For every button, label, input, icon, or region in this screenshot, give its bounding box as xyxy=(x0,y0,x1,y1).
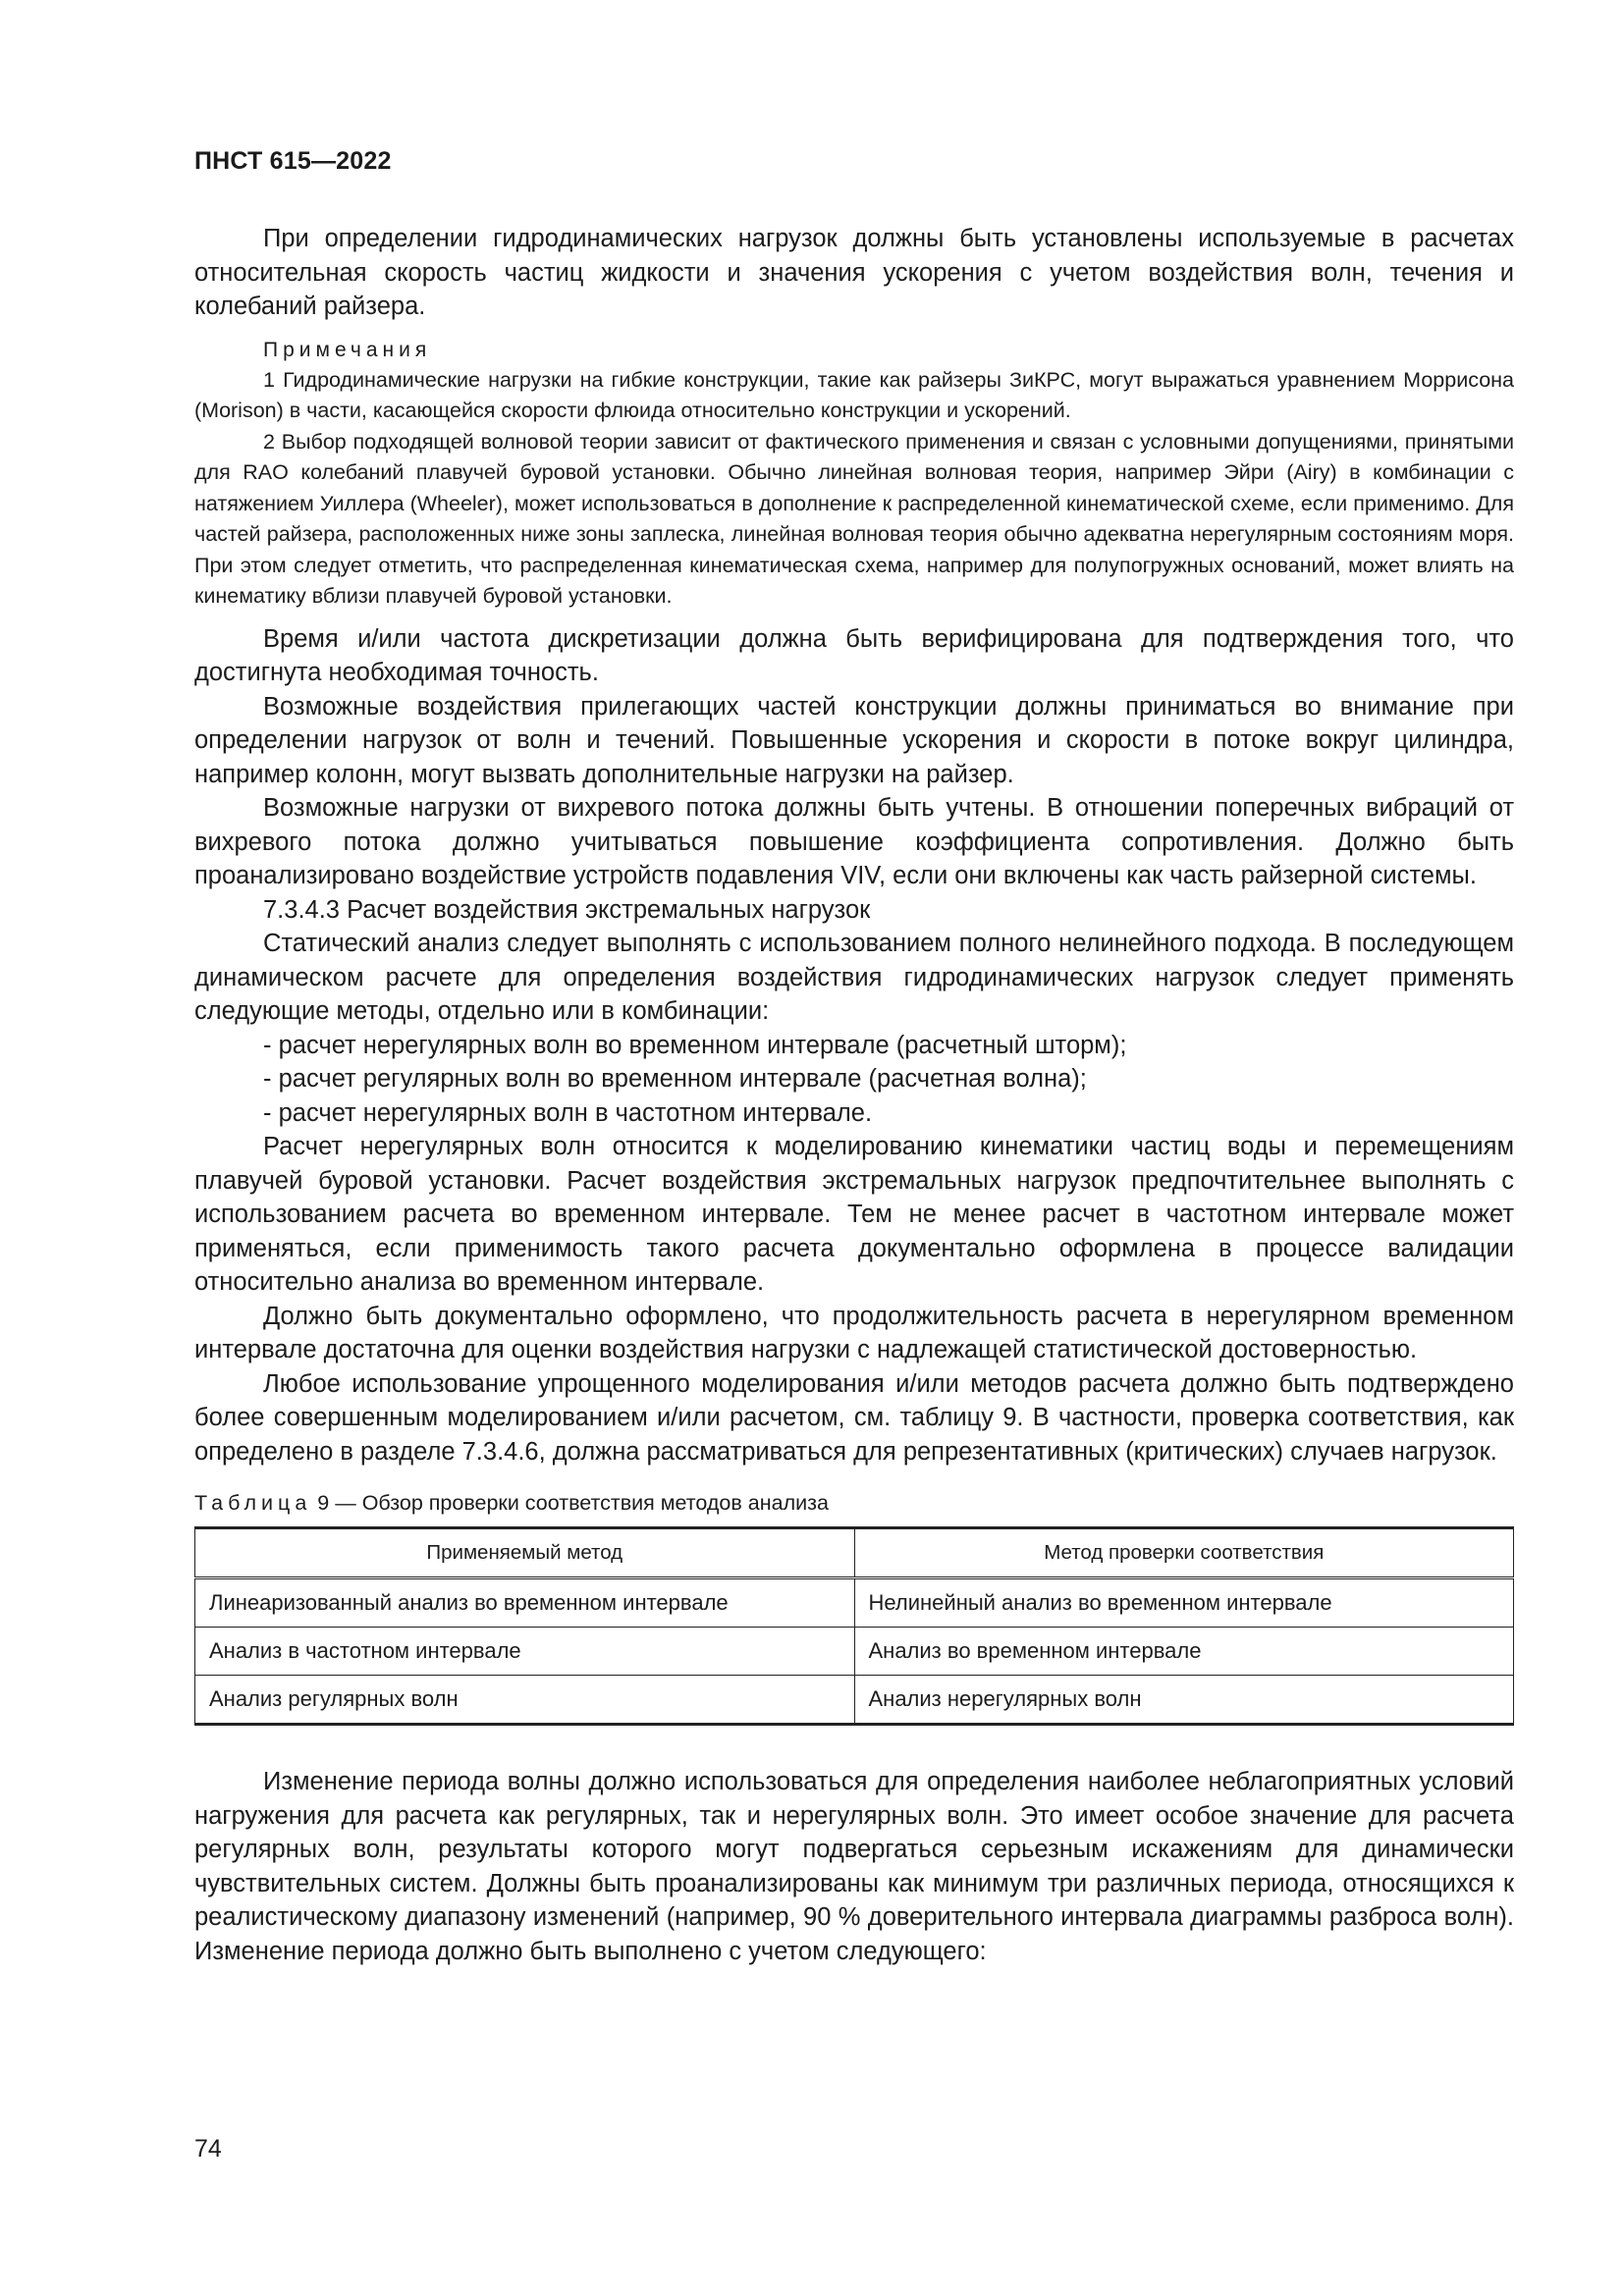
methods-table xyxy=(194,1526,1514,1726)
page-number: 74 xyxy=(194,2135,222,2163)
table-cell: Анализ регулярных волн xyxy=(195,1676,855,1725)
table-header-cell: Метод проверки соответствия xyxy=(854,1528,1514,1578)
table-header-row xyxy=(195,1528,1514,1578)
table-cell: Анализ нерегулярных волн xyxy=(854,1676,1514,1725)
table-header-cell: Применяемый метод xyxy=(195,1528,855,1578)
table-caption-text: 9 — Обзор проверки соответствия методов анализа xyxy=(317,1491,829,1515)
table-caption-label: Таблица xyxy=(194,1491,312,1515)
notes-title: Примечания xyxy=(263,338,432,361)
table-row xyxy=(195,1628,1514,1676)
note-item: 1 Гидродинамические нагрузки на гибкие конструкции, такие как райзеры ЗиКРС, могут выражаться уравнением Моррисона (Morison) в части, касающейся скорости флюида относительно конструкции и ускорений. xyxy=(194,367,1514,422)
paragraph: Возможные воздействия прилегающих частей конструкции должны приниматься во внимание при определении нагрузок от волн и течений. Повышенные ускорения и скорости в потоке вокруг цилиндра, например колонн, могут вызвать дополнительные нагрузки на райзер. xyxy=(194,692,1514,788)
table-cell: Линеаризованный анализ во временном интервале xyxy=(195,1578,855,1628)
list-item: - расчет нерегулярных волн во временном интервале (расчетный шторм); xyxy=(263,1031,1127,1059)
paragraph: Возможные нагрузки от вихревого потока должны быть учтены. В отношении поперечных вибраций от вихревого потока должно учитываться повышение коэффициента сопротивления. Должно быть проанализировано воздействие устройств подавления VIV, если они включены как часть райзерной системы. xyxy=(194,794,1514,889)
table-row xyxy=(195,1578,1514,1628)
list-item: - расчет регулярных волн во временном интервале (расчетная волна); xyxy=(263,1065,1087,1093)
paragraph: Расчет нерегулярных волн относится к моделированию кинематики частиц воды и перемещениям плавучей буровой установки. Расчет воздействия экстремальных нагрузок предпочтительнее выполнять с использованием расчета во временном интервале. Тем не менее расчет в частотном интервале может применяться, если применимость такого расчета документально оформлена в процессе валидации относительно анализа во временном интервале. xyxy=(194,1133,1514,1296)
list-item: - расчет нерегулярных волн в частотном интервале. xyxy=(263,1098,873,1127)
paragraph: При определении гидродинамических нагрузок должны быть установлены используемые в расчетах относительная скорость частиц жидкости и значения ускорения с учетом воздействия волн, течения и колебаний райзера. xyxy=(194,225,1514,320)
table-row xyxy=(195,1676,1514,1725)
paragraph: Изменение периода волны должно использоваться для определения наиболее неблагоприятных условий нагружения для расчета как регулярных, так и нерегулярных волн. Это имеет особое значение для расчета регулярных волн, результаты которого могут подвергаться серьезным искажениям для динамически чувствительных систем. Должны быть проанализированы как минимум три различных периода, относящихся к реалистическому диапазону изменений (например, 90 % доверительного интервала диаграммы разброса волн). Изменение периода должно быть выполнено с учетом следующего: xyxy=(194,1768,1514,1965)
document-header: ПНСТ 615—2022 xyxy=(194,147,392,175)
table-cell: Анализ в частотном интервале xyxy=(195,1628,855,1676)
table-cell: Нелинейный анализ во временном интервале xyxy=(854,1578,1514,1628)
table-caption xyxy=(194,1488,1514,1518)
table-cell: Анализ во временном интервале xyxy=(854,1628,1514,1676)
paragraph: Статический анализ следует выполнять с использованием полного нелинейного подхода. В последующем динамическом расчете для определения воздействия гидродинамических нагрузок следует применять следующие методы, отдельно или в комбинации: xyxy=(194,930,1514,1025)
notes-block xyxy=(194,336,1514,613)
note-item: 2 Выбор подходящей волновой теории зависит от фактического применения и связан с условными допущениями, принятыми для RAO колебаний плавучей буровой установки. Обычно линейная волновая теория, например Эйри (Airy) в комбинации с натяжением Уиллера (Wheeler), может использоваться в дополнение к распределенной кинематической схеме, если применимо. Для частей райзера, расположенных ниже зоны заплеска, линейная волновая теория обычно адекватна нерегулярным состояниям моря. При этом следует отметить, что распределенная кинематическая схема, например для полупогружных оснований, может влиять на кинематику вблизи плавучей буровой установки. xyxy=(194,429,1514,608)
paragraph: Время и/или частота дискретизации должна быть верифицирована для подтверждения того, что достигнута необходимая точность. xyxy=(194,624,1514,686)
document-body xyxy=(194,222,1514,1968)
section-heading: 7.3.4.3 Расчет воздействия экстремальных нагрузок xyxy=(263,895,871,924)
paragraph: Любое использование упрощенного моделирования и/или методов расчета должно быть подтверждено более совершенным моделированием и/или расчетом, см. таблицу 9. В частности, проверка соответствия, как определено в разделе 7.3.4.6, должна рассматриваться для репрезентативных (критических) случаев нагрузок. xyxy=(194,1369,1514,1466)
paragraph: Должно быть документально оформлено, что продолжительность расчета в нерегулярном временном интервале достаточна для оценки воздействия нагрузки с надлежащей статистической достоверностью. xyxy=(194,1302,1514,1363)
